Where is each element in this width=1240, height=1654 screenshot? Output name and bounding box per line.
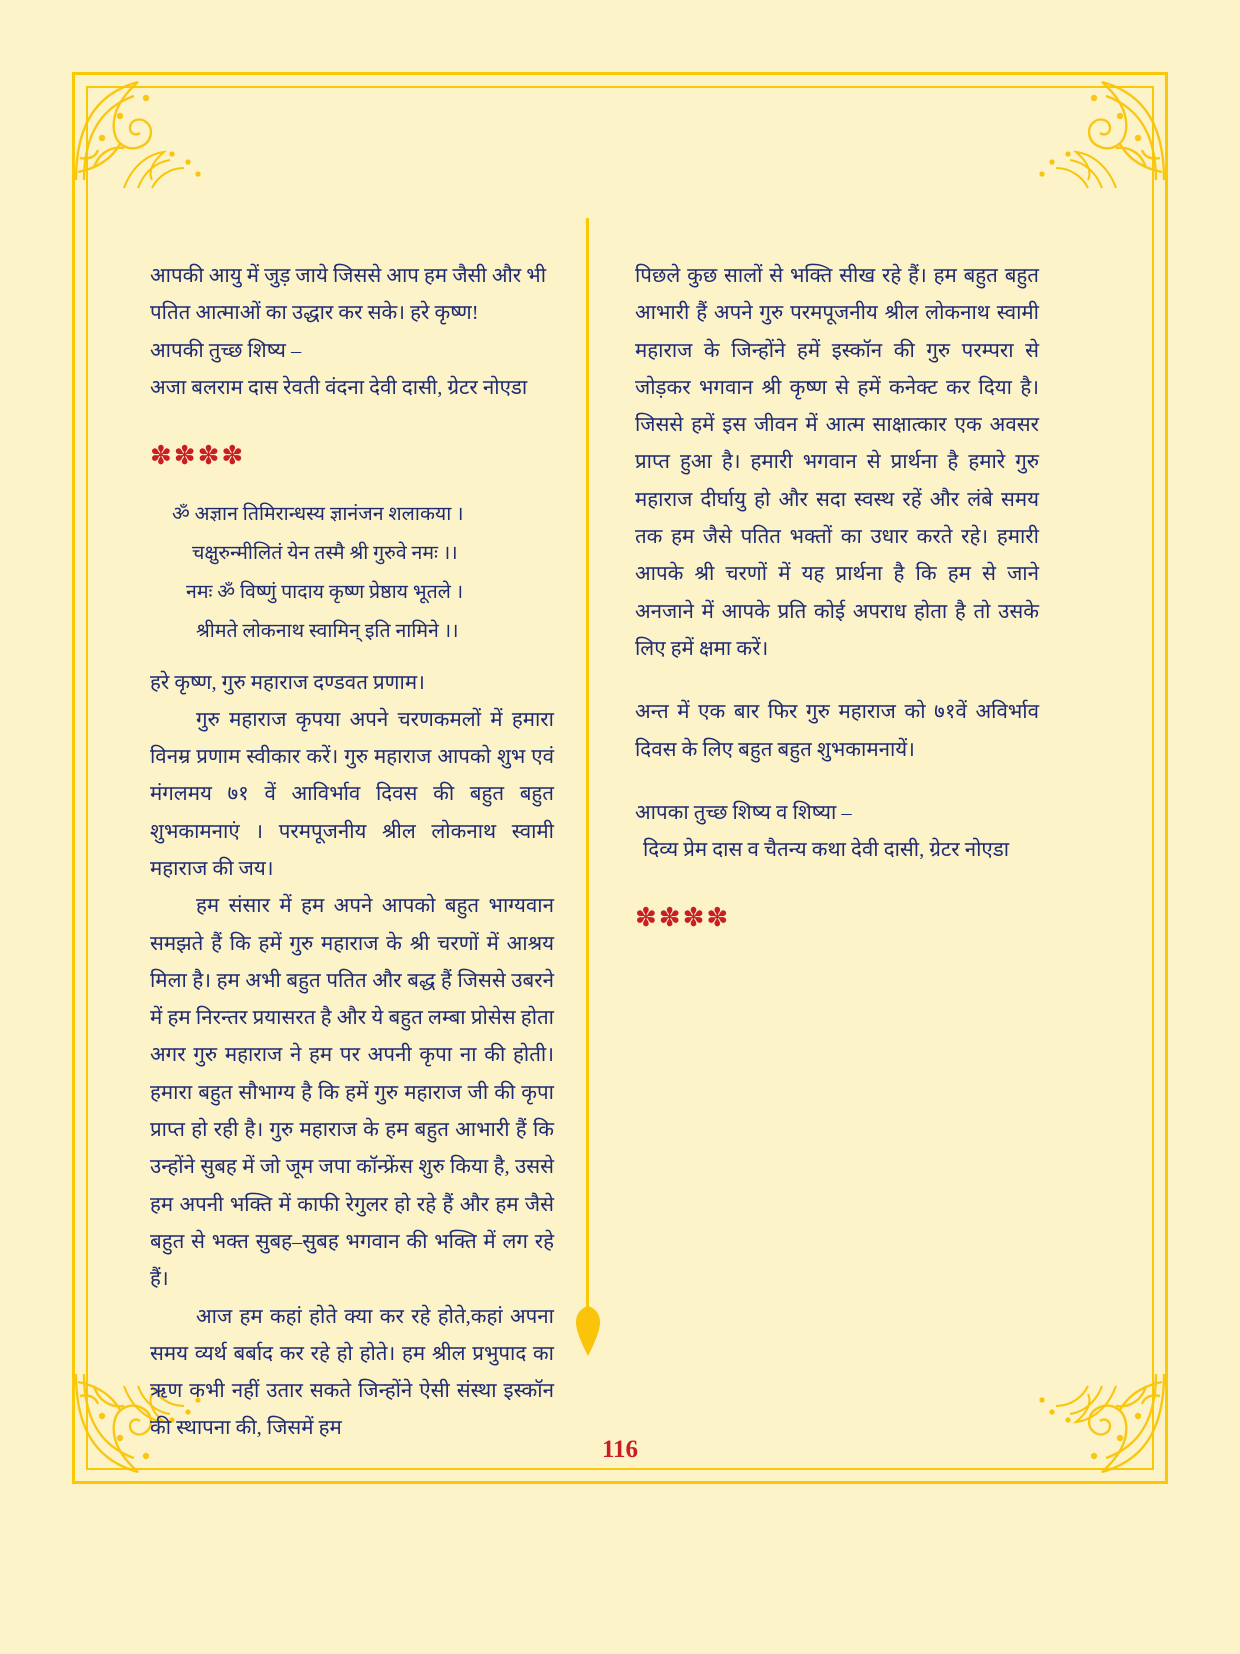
section-divider-stars: ✽✽✽✽: [635, 903, 731, 934]
paragraph: हरे कृष्ण, गुरु महाराज दण्डवत प्रणाम।: [150, 671, 425, 694]
paragraph: पिछले कुछ सालों से भक्ति सीख रहे हैं। हम बहुत बहुत आभारी हैं अपने गुरु परमपूजनीय श्रील लोकनाथ स्वामी महाराज के जिन्होंने हमें इस्कॉन की गुरु परम्परा से जोड़कर भगवान श्री कृष्ण से हमें कनेक्ट कर दिया है। जिससे हमें इस जीवन में आत्म साक्षात्कार एक अवसर प्राप्त हुआ है। हमारी भगवान से प्रार्थना है हमारे गुरु महाराज दीर्घायु हो और सदा स्वस्थ रहें और लंबे समय तक हम जैसे पतित भक्तों का उधार करते रहे। हमारी आपके श्री चरणों में यह प्रार्थना है कि हम से जाने अनजाने में आपके प्रति कोई अपराध होता है तो उसके लिए हमें क्षमा करें।: [635, 265, 1039, 660]
fan-ornament-icon: [118, 140, 208, 192]
verse-line: नमः ॐ विष्णुं पादाय कृष्ण प्रेष्ठाय भूतले ।: [186, 581, 464, 603]
signature-name: दिव्य प्रेम दास व चैतन्य कथा देवी दासी, ग्रेटर नोएडा: [643, 839, 1010, 862]
paragraph: अन्त में एक बार फिर गुरु महाराज को ७१वें अविर्भाव दिवस के लिए बहुत बहुत शुभकामनायें।: [635, 701, 1039, 761]
section-divider-stars: ✽✽✽✽: [150, 441, 246, 472]
page-number: 116: [601, 1436, 639, 1463]
paragraph: गुरु महाराज कृपया अपने चरणकमलों में हमारा विनम्र प्रणाम स्वीकार करें। गुरु महाराज आपको शुभ एवं मंगलमय ७१ वें आविर्भाव दिवस की बहुत बहुत शुभकामनाएं । परमपूजनीय श्रील लोकनाथ स्वामी महाराज की जय।: [150, 708, 554, 880]
fan-ornament-icon: [1032, 1382, 1122, 1434]
signature-name: अजा बलराम दास रेवती वंदना देवी दासी, ग्रेटर नोएडा: [150, 376, 528, 399]
paragraph: आज हम कहां होते क्या कर रहे होते,कहां अपना समय व्यर्थ बर्बाद कर रहे हो होते। हम श्रील प्रभुपाद का ऋण कभी नहीं उतार सकते जिन्होंने ऐसी संस्था इस्कॉन की स्थापना की, जिसमें हम: [150, 1305, 554, 1440]
verse-line: ॐ अज्ञान तिमिरान्धस्य ज्ञानंजन शलाकया ।: [172, 503, 464, 525]
verse-line: चक्षुरुन्मीलितं येन तस्मै श्री गुरुवे नमः ।।: [192, 542, 458, 564]
column-divider: [586, 218, 589, 1308]
arrow-tip-icon: [568, 1300, 608, 1356]
fan-ornament-icon: [1032, 140, 1122, 192]
sanskrit-verse: [150, 495, 554, 651]
paragraph: आपकी आयु में जुड़ जाये जिससे आप हम जैसी और भी पतित आत्माओं का उद्धार कर सके। हरे कृष्ण!: [150, 265, 547, 325]
signature-line: आपकी तुच्छ शिष्य –: [150, 339, 302, 362]
signature-line: आपका तुच्छ शिष्य व शिष्या –: [635, 801, 852, 824]
right-text-column: [635, 258, 1039, 943]
verse-line: श्रीमते लोकनाथ स्वामिन् इति नामिने ।।: [196, 620, 459, 642]
paragraph: हम संसार में हम अपने आपको बहुत भाग्यवान समझते हैं कि हमें गुरु महाराज के श्री चरणों में आश्रय मिला है। हम अभी बहुत पतित और बद्ध हैं जिससे उबरने में हम निरन्तर प्रयासरत है और ये बहुत लम्बा प्रोसेस होता अगर गुरु महाराज ने हम पर अपनी कृपा ना की होती। हमारा बहुत सौभाग्य है कि हमें गुरु महाराज जी की कृपा प्राप्त हो रही है। गुरु महाराज के हम बहुत आभारी हैं कि उन्होंने सुबह में जो जूम जपा कॉन्फ्रेंस शुरु किया है, उससे हम अपनी भक्ति में काफी रेगुलर हो रहे हैं और हम जैसे बहुत से भक्त सुबह–सुबह भगवान की भक्ति में लग रहे हैं।: [150, 895, 554, 1291]
left-text-column: [150, 258, 554, 1448]
